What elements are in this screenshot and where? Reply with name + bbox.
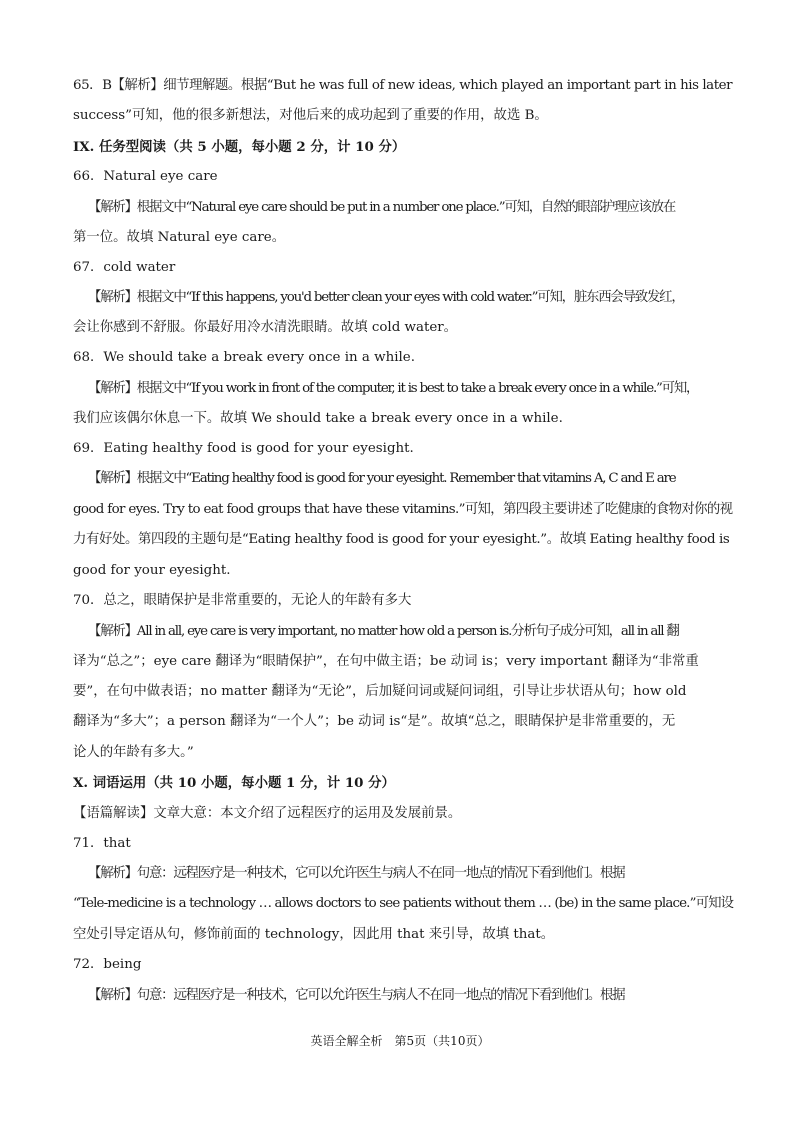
explanation-67-line-1: 【解析】根据文中“If this happens, you'd better clean your eyes with cold water.”可知，脏东西会导致发红， xyxy=(88,290,684,305)
page-footer: 英语全解全析 第5页（共10页） xyxy=(310,1034,490,1048)
explanation-69-line-4: good for your eyesight. xyxy=(73,563,231,578)
section-ix-heading: IX. 任务型阅读（共 5 小题，每小题 2 分，计 10 分） xyxy=(73,139,406,155)
answer-68: 68．We should take a break every once in a while. xyxy=(73,350,415,365)
explanation-70-line-5: 论人的年龄有多大。” xyxy=(73,745,194,760)
explanation-72-line-1: 【解析】句意：远程医疗是一种技术，它可以允许医生与病人不在同一地点的情况下看到他们。根据 xyxy=(88,988,625,1003)
explanation-66-line-2: 第一位。故填 Natural eye care。 xyxy=(73,230,286,245)
explanation-71-line-2: “Tele-medicine is a technology … allows doctors to see patients without them … (be) in the same place.”可知设 xyxy=(73,896,734,911)
explanation-67-line-2: 会让你感到不舒服。你最好用冷水清洗眼睛。故填 cold water。 xyxy=(73,320,458,335)
explanation-70-line-3: 要”，在句中做表语；no matter 翻译为“无论”，后加疑问词或疑问词组，引导让步状语从句；how old xyxy=(73,684,687,699)
explanation-66-line-1: 【解析】根据文中“Natural eye care should be put in a number one place.”可知，自然的眼部护理应该放在 xyxy=(88,200,676,215)
explanation-69-line-3: 力有好处。第四段的主题句是“Eating healthy food is good for your eyesight.”。故填 Eating healthy food is xyxy=(73,532,730,547)
explanation-70-line-1: 【解析】All in all, eye care is very important, no matter how old a person is.分析句子成分可知，all in all 翻 xyxy=(88,624,679,639)
answer-65-line-2: success”可知，他的很多新想法，对他后来的成功起到了重要的作用，故选 B。 xyxy=(73,108,548,123)
answer-65-line-1: 65．B【解析】细节理解题。根据“But he was full of new ideas, which played an important part in his later xyxy=(73,78,733,93)
explanation-68-line-1: 【解析】根据文中“If you work in front of the computer, it is best to take a break every once in a while.”可知， xyxy=(88,381,699,396)
explanation-69-line-1: 【解析】根据文中“Eating healthy food is good for your eyesight. Remember that vitamins A, C and E are xyxy=(88,471,676,486)
passage-summary: 【语篇解读】文章大意：本文介绍了远程医疗的运用及发展前景。 xyxy=(73,806,462,821)
answer-71: 71．that xyxy=(73,836,131,851)
explanation-70-line-2: 译为“总之”；eye care 翻译为“眼睛保护”，在句中做主语；be 动词 is；very important 翻译为“非常重 xyxy=(73,654,699,669)
explanation-69-line-2: good for eyes. Try to eat food groups that have these vitamins.”可知，第四段主要讲述了吃健康的食物对你的视 xyxy=(73,502,733,517)
explanation-70-line-4: 翻译为“多大”；a person 翻译为“一个人”；be 动词 is“是”。故填“总之，眼睛保护是非常重要的，无 xyxy=(73,714,676,729)
answer-69: 69．Eating healthy food is good for your eyesight. xyxy=(73,441,414,456)
explanation-68-line-2: 我们应该偶尔休息一下。故填 We should take a break every once in a while. xyxy=(73,411,563,426)
answer-70: 70．总之，眼睛保护是非常重要的，无论人的年龄有多大 xyxy=(73,593,412,608)
section-x-heading: X. 词语运用（共 10 小题，每小题 1 分，计 10 分） xyxy=(73,775,395,791)
answer-67: 67．cold water xyxy=(73,260,176,275)
explanation-71-line-3: 空处引导定语从句，修饰前面的 technology，因此用 that 来引导，故填 that。 xyxy=(73,927,555,942)
explanation-71-line-1: 【解析】句意：远程医疗是一种技术，它可以允许医生与病人不在同一地点的情况下看到他们。根据 xyxy=(88,866,625,881)
answer-66: 66．Natural eye care xyxy=(73,169,218,184)
answer-72: 72．being xyxy=(73,957,142,972)
